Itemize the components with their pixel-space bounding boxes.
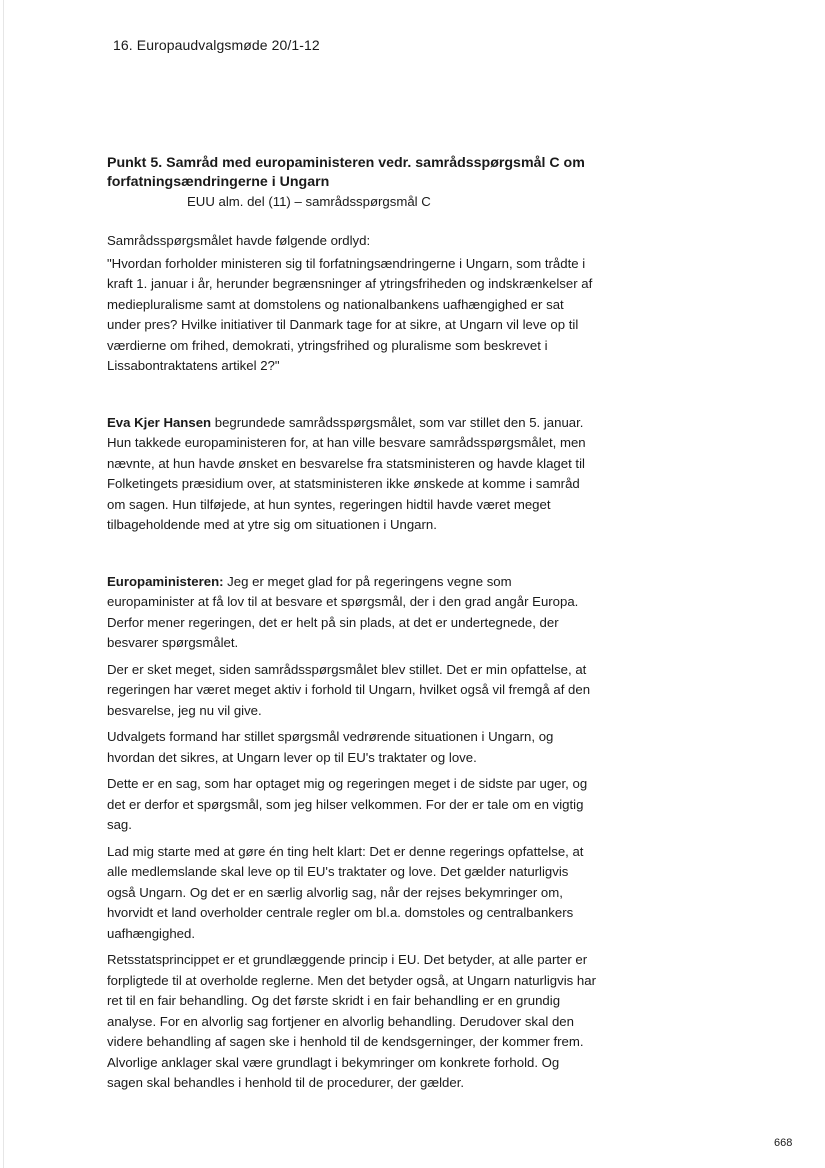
eva-text: begrundede samrådsspørgsmålet, som var stillet den 5. januar. Hun takkede europaministeren for, at han ville besvare samrådsspørgsmålet, men nævnte, at hun havde ønsket en besvarelse fra statsministeren og havde klaget til Folketingets præsidium over, at statsministeren ikke ønskede at komme i samråd om sagen. Hun tilføjede, at hun syntes, regeringen hidtil havde været meget tilbageholdende med at ytre sig om situationen i Ungarn. bbox=[107, 414, 586, 532]
minister-paragraph bbox=[107, 572, 597, 654]
speaker-name: Europaministeren: bbox=[107, 573, 224, 589]
minister-paragraph: Der er sket meget, siden samrådsspørgsmålet blev stillet. Det er min opfattelse, at regeringen har været meget aktiv i forhold til Ungarn, hvilket også vil fremgå af den besvarelse, jeg nu vil give. bbox=[107, 661, 591, 718]
speaker-name: Eva Kjer Hansen bbox=[107, 414, 212, 430]
scan-left-edge bbox=[3, 0, 4, 1168]
agenda-item-title: Punkt 5. Samråd med europaministeren vedr. samrådsspørgsmål C om forfatningsændringerne i Ungarn bbox=[107, 155, 585, 190]
page-header: 16. Europaudvalgsmøde 20/1-12 bbox=[113, 37, 320, 53]
minister-paragraph: Udvalgets formand har stillet spørgsmål vedrørende situationen i Ungarn, og hvordan det sikres, at Ungarn lever op til EU's traktater og love. bbox=[107, 729, 554, 765]
eva-paragraph bbox=[107, 413, 597, 536]
minister-text: Jeg er meget glad for på regeringens vegne som europaminister at få lov til at besvare et spørgsmål, der i den grad angår Europa. Derfor mener regeringen, det er helt på sin plads, at det er undertegnede, der besvarer spørgsmålet. bbox=[107, 573, 579, 650]
minister-paragraph: Dette er en sag, som har optaget mig og regeringen meget i de sidste par uger, og det er derfor et spørgsmål, som jeg hilser velkommen. For der er tale om en vigtig sag. bbox=[107, 776, 588, 832]
document-body bbox=[107, 154, 597, 1094]
minister-paragraph: Lad mig starte med at gøre én ting helt klart: Det er denne regerings opfattelse, at alle medlemslande skal leve op til EU's traktater og love. Det gælder naturligvis også Ungarn. Og det er en særlig alvorlig sag, når der rejses bekymringer om, hvorvidt et land overholder centrale regler om bl.a. domstoles og centralbankers uafhængighed. bbox=[107, 843, 584, 941]
minister-paragraph: Retsstatsprincippet er et grundlæggende princip i EU. Det betyder, at alle parter er forpligtede til at overholde reglerne. Men det betyder også, at Ungarn naturligvis har ret til en fair behandling. Og det første skridt i en fair behandling er en grundig analyse. For en alvorlig sag fortjener en alvorlig behandling. Derudover skal den videre behandling af sagen ske i henhold til de kendsgerninger, der kommer frem. Alvorlige anklager skal være grundlagt i bekymringer om konkrete forhold. Og sagen skal behandles i henhold til de procedurer, der gælder. bbox=[107, 952, 596, 1090]
question-text: "Hvordan forholder ministeren sig til forfatningsændringerne i Ungarn, som trådte i kraft 1. januar i år, herunder begrænsninger af ytringsfriheden og indskrænkelser af mediepluralisme samt at domstolens og nationalbankens uafhængighed er sat under pres? Hvilke initiativer til Danmark tage for at sikre, at Ungarn vil leve op til værdierne om frihed, demokrati, ytringsfrihed og pluralisme som beskrevet i Lissabontraktatens artikel 2?" bbox=[107, 255, 593, 373]
agenda-item-reference: EUU alm. del (11) – samrådsspørgsmål C bbox=[187, 194, 431, 209]
question-intro: Samrådsspørgsmålet havde følgende ordlyd: bbox=[107, 233, 371, 248]
page-number: 668 bbox=[774, 1137, 793, 1149]
